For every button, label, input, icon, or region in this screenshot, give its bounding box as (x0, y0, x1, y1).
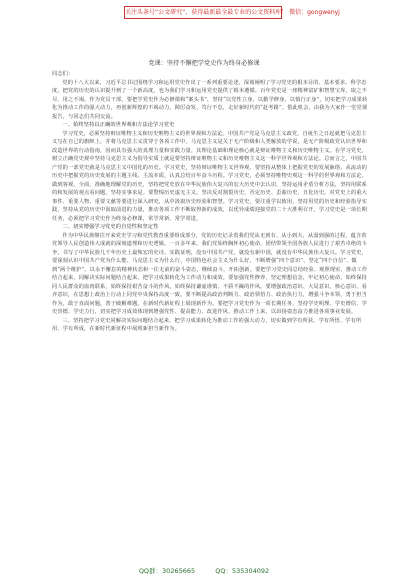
salutation: 同志们： (52, 71, 74, 77)
paragraph: 三、坚持把学习党史同解决实际问题结合起来，把学习成果转化为推动工作的强大动力，切实做到学有所获、学有所悟、学有所用、学有所成，在新时代新征程中展现新担当新作为。 (52, 317, 362, 332)
paragraph: 党的十八大以来，习近平总书记围绕学习和运用党史作出了一系列重要论述，深刻阐明了学习党史的根本目的、基本要求、科学态度，把党的历史的认识提升到了一个新高度，也为我们学习和运用党史提供了根本遵循。百年党史是一座精神富矿和智慧宝库，取之不尽、用之不竭。作为党员干部，要把学党史作为必修课和“案头书”，坚持“以党性立身，以勤学修身，以慎行正身”，切实把学习成果转化为推动工作的强大动力，再创新辉煌的不竭动力，踔厉奋发、笃行不怠，走好新时代的“赶考路”。借此机会，由我为大家作一堂党课报告，与同志们共同交流。 (52, 79, 368, 120)
document-title: 党课：坚持不懈把学党史作为终身必修课 (148, 60, 260, 67)
section-heading: 一、始终坚持以正确的世界观和方法论学习党史 (62, 122, 175, 128)
paragraph: 作为中华民族继往开来党史学习和党性教育重要组成部分，党的历史记录着我们党从无到有、从小到大、从弱到强的过程，蕴含着党领导人民创造伟大成就的深刻道理和历史逻辑。一百多年来，我们党始终胸怀初心使命，团结带领全国各族人民进行了艰苦卓绝的斗争，书写了中华民族几千年历史上最恢宏的史诗。实践证明，没有中国共产党，就没有新中国，就没有中华民族伟大复兴。学习党史，要深刻认识中国共产党为什么能、马克思主义为什么行、中国特色社会主义为什么好，不断增强“四个意识”、坚定“四个自信”、做到“两个维护”，以永不懈怠的精神状态和一往无前的奋斗姿态，继续奋斗，开拓创新。要把学习党史同总结经验、观照现实、推动工作结合起来，同解决实际问题结合起来，把学习成果转化为工作动力和成效。要加强党性修养，坚定理想信念，牢记初心使命，始终保持同人民群众的血肉联系，始终保持艰苦奋斗的作风，始终保持谦虚谨慎、不骄不躁的作风。要增强政治意识、大局意识、核心意识、看齐意识，在思想上政治上行动上同党中央保持高度一致。要不断提高政治判断力、政治领悟力、政治执行力，增强斗争本领，勇于担当作为，敢于直面问题，善于破解难题，在新时代新征程上展现新作为。要把学习党史作为一项长期任务，坚持学史明理、学史增信、学史崇德、学史力行，切实把学习成效体现到增强党性、提高能力、改进作风、推动工作上来，以昂扬姿态奋力推进各项事业发展。 (52, 232, 368, 315)
qq-number-label: QQ：535304092 (215, 567, 270, 575)
document-body (52, 70, 370, 560)
footer-contacts (0, 566, 408, 575)
paragraph: 学习党史，必须坚持辩证唯物主义和历史唯物主义的世界观和方法论。中国共产党是马克思主义政党。自诞生之日起就把马克思主义写在自己的旗帜上，并将马克思主义贯穿于各项工作中。马克思主义是关于无产阶级和人类解放的学说，是无产阶级政党认识世界和改造世界的行动指南，因而具有强大的真理力量和实践力量。其理论基础和理论核心就是辩证唯物主义和历史唯物主义。在学习党史，树立正确党史观中坚持马克思主义为指导实质上就是要坚持辩证唯物主义和历史唯物主义这一科学世界观和方法论。总而言之，中国共产党的一部党史就是马克思主义中国化的历史。学习党史，坚持辩证唯物主义世界观，要坚持从整体上把握党史的发展脉络，从流动的历史中把握党的历史发展的主题主线、主流本质，认真总结百年奋斗历程。学习党史，必须坚持唯物史观这一科学的世界观和方法论，做到客观、全面、准确地理解党的历史，坚持把党史放在中华民族伟大复兴的宏大历史中去认识，坚持运用矛盾分析方法，坚持用联系的和发展的观点看问题，坚持实事求是。要警惕历史虚无主义，坚决反对割裂历史、否定历史、歪曲历史、丑化历史。对党史上的重大事件、重要人物、重要文献等要进行深入研究，从中汲取历史经验和智慧。学习党史，要注重学以致用，坚持用党的历史和经验指导实践，坚持从党的历史中汲取前进的力量，推动各项工作不断取得新的成效，以优异成绩迎接党的二十大胜利召开。学习党史是一项长期任务，必须把学习党史作为终身必修课，常学常新、常学常进。 (52, 130, 367, 222)
section-heading: 二、切实增强学习党史的自觉性和坚定性 (62, 224, 159, 230)
qq-group-label: QQ群：30265665 (138, 567, 196, 575)
promo-banner: 关注头条号“公文研究”，获得最新最全最专业的公文资料库！ 微信：gongwenyj (124, 6, 282, 19)
